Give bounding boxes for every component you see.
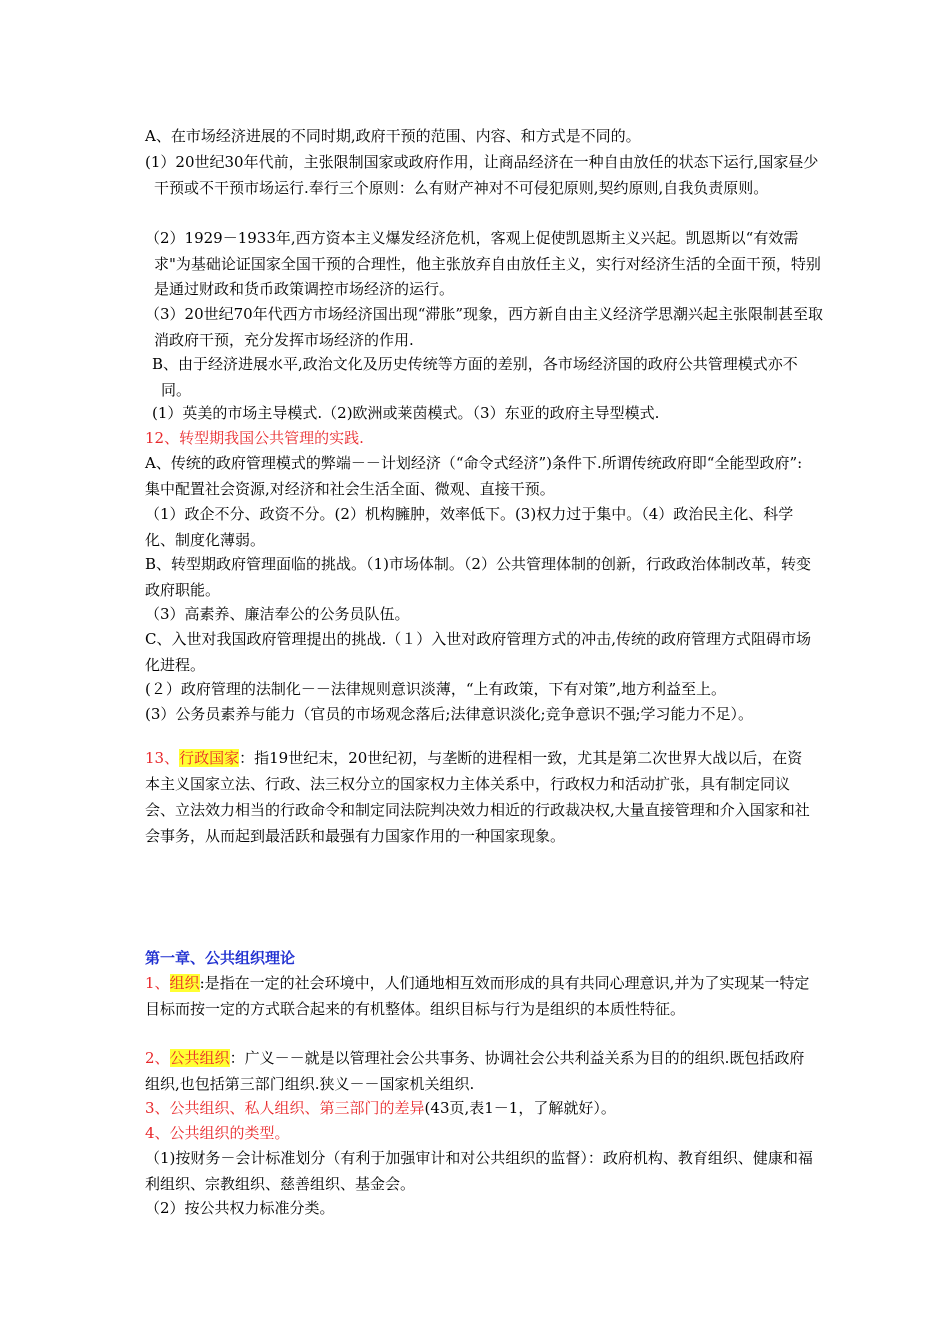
paragraph-transition-challenges: B、转型期政府管理面临的挑战。（1)市场体制。（2）公共管理体制的创新，行政政治体制改革，转变政府职能。 (145, 555, 811, 599)
paragraph-wto-challenges: C、入世对我国政府管理提出的挑战.（１）入世对政府管理方式的冲击,传统的政府管理方式阻碍市场化进程。 (145, 630, 812, 674)
paragraph-organization (145, 971, 815, 1022)
paragraph-before-1930s: (1）20世纪30年代前，主张限制国家或政府作用，让商品经济在一种自由放任的状态下运行,国家昼少干预或不干预市场运行.奉行三个原则：么有财产神对不可侵犯原则,契约原则,自我负责原则。 (145, 153, 819, 197)
paragraph-four-problems: （1）政企不分、政资不分。(2）机构臃肿，效率低下。(3)权力过于集中。（4）政治民主化、科学化、制度化薄弱。 (145, 505, 794, 549)
item-number: 1、 (145, 974, 170, 992)
paragraph-differences (145, 1096, 815, 1122)
paragraph-keynesianism: （2）1929－1933年,西方资本主义爆发经济危机，客观上促使凯恩斯主义兴起。凯恩斯以“有效需求"为基础论证国家全国干预的合理性，他主张放弃自由放任主义，实行对经济生活的全面干预，特别是通过财政和货币政策调控市场经济的运行。 (145, 229, 821, 298)
item-3-note: (43页,表1－1，了解就好）。 (424, 1099, 616, 1117)
paragraph-finance-classification: （1)按财务－会计标准划分（有利于加强审计和对公共组织的监督）：政府机构、教育组织、健康和福利组织、宗教组织、慈善组织、基金会。 (145, 1149, 813, 1193)
paragraph-market-economy-intro: A、在市场经济进展的不同时期,政府干预的范围、内容、和方式是不同的。 (145, 127, 641, 145)
heading-item-12: 12、转型期我国公共管理的实践. (145, 429, 364, 447)
paragraph-three-models: (1）英美的市场主导模式.（2)欧洲或莱茵模式。（3）东亚的政府主导型模式. (152, 404, 660, 422)
paragraph-official-quality: (3）公务员素养与能力（官员的市场观念落后;法律意识淡化;竞争意识不强;学习能力不足）。 (145, 705, 754, 723)
term-organization: 组织 (169, 974, 200, 992)
term-administrative-state: 行政国家 (179, 749, 240, 767)
definition-text: ：广义－－就是以管理社会公共事务、协调社会公共利益关系为目的的组织.既包括政府组织,也包括第三部门组织.狭义－－国家机关组织. (145, 1049, 805, 1093)
paragraph-stagflation: （3）20世纪70年代西方市场经济国出现“滞胀”现象，西方新自由主义经济学思潮兴起主张限制甚至取消政府干预，充分发挥市场经济的作用. (145, 305, 824, 349)
heading-item-4: 4、公共组织的类型。 (145, 1124, 290, 1142)
definition-text: ：指19世纪末，20世纪初，与垄断的进程相一致，尤其是第二次世界大战以后，在资本主义国家立法、行政、法三权分立的国家权力主体关系中，行政权力和活动扩张，具有制定同议会、立法效力相当的行政命令和制定同法院判决效力相近的行政裁决权,大量直接管理和介入国家和社会事务，从而起到最活跃和最强有力国家作用的一种国家现象。 (145, 749, 810, 845)
paragraph-rule-of-law: (２）政府管理的法制化－－法律规则意识淡薄，“上有政策，下有对策”,地方利益至上。 (145, 680, 726, 698)
paragraph-civil-servants: （3）高素养、廉洁奉公的公务员队伍。 (145, 605, 410, 623)
paragraph-administrative-state (145, 745, 815, 849)
paragraph-public-organization (145, 1046, 815, 1097)
chapter-heading: 第一章、公共组织理论 (145, 949, 296, 967)
definition-text: :是指在一定的社会环境中，人们通地相互效而形成的具有共同心理意识,并为了实现某一特定目标而按一定的方式联合起来的有机整体。组织目标与行为是组织的本质性特征。 (145, 974, 810, 1018)
item-3-heading: 3、公共组织、私人组织、第三部门的差异 (145, 1099, 425, 1117)
item-number: 2、 (145, 1049, 170, 1067)
paragraph-power-classification: （2）按公共权力标准分类。 (145, 1199, 335, 1217)
paragraph-traditional-government: A、传统的政府管理模式的弊端－－计划经济（“命令式经济”)条件下.所谓传统政府即“全能型政府”:集中配置社会资源,对经济和社会生活全面、微观、直接干预。 (145, 454, 803, 498)
term-public-organization: 公共组织 (169, 1049, 230, 1067)
item-number: 13、 (145, 749, 180, 767)
paragraph-management-models: B、由于经济进展水平,政治文化及历史传统等方面的差别，各市场经济国的政府公共管理模式亦不同。 (152, 355, 798, 399)
